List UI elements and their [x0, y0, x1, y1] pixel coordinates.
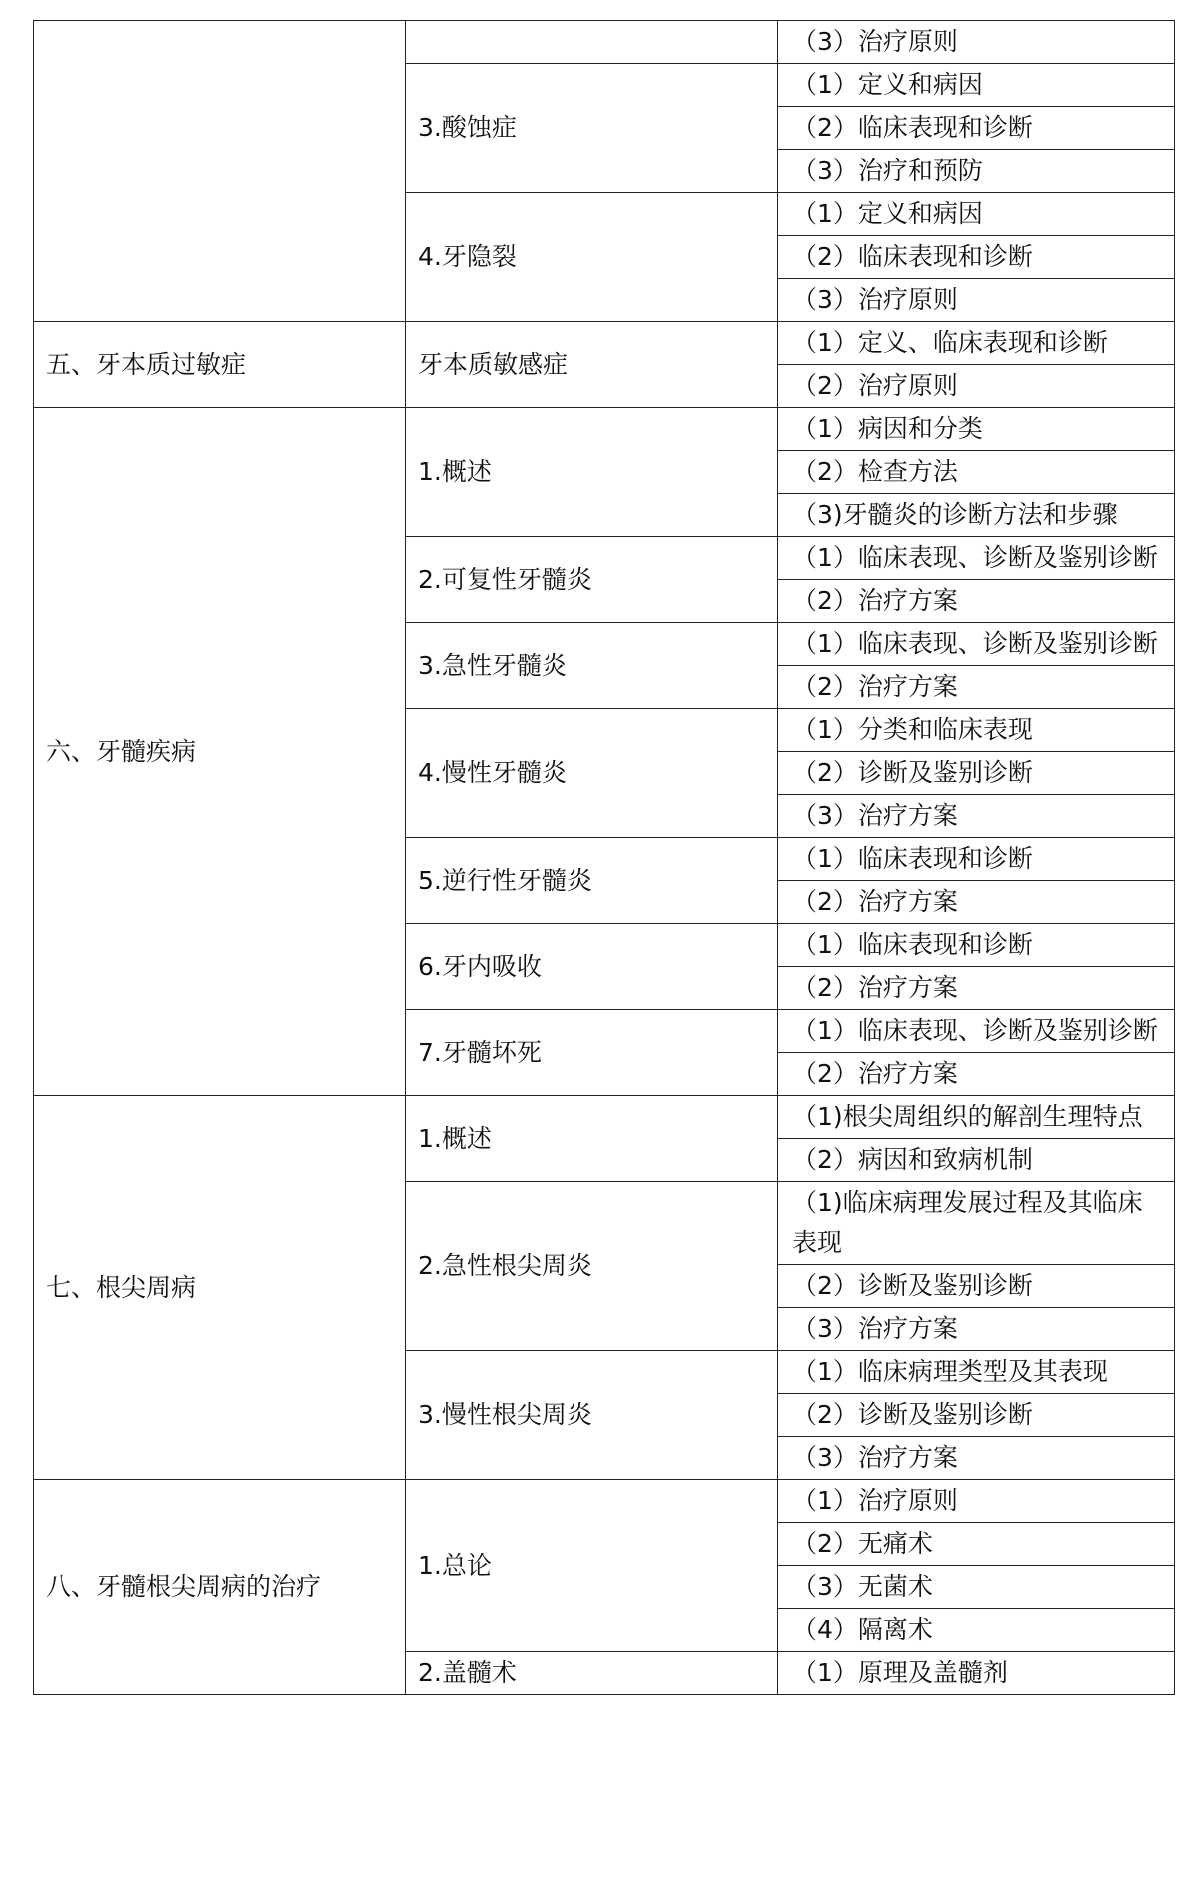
subtopic-cell: （2）治疗方案: [778, 881, 1175, 924]
subtopic-cell: （1）临床表现、诊断及鉴别诊断: [778, 537, 1175, 580]
subtopic-cell: （2）病因和致病机制: [778, 1139, 1175, 1182]
subtopic-cell: （2）治疗原则: [778, 365, 1175, 408]
chapter-cell: 七、根尖周病: [34, 1096, 406, 1480]
topic-cell: 3.慢性根尖周炎: [406, 1351, 778, 1480]
topic-cell: 6.牙内吸收: [406, 924, 778, 1010]
subtopic-cell: （3）治疗方案: [778, 1437, 1175, 1480]
topic-cell: 1.概述: [406, 408, 778, 537]
subtopic-cell: （2）治疗方案: [778, 1053, 1175, 1096]
table-row: [34, 1480, 1175, 1523]
table-row: [34, 408, 1175, 451]
subtopic-cell: （1）治疗原则: [778, 1480, 1175, 1523]
chapter-cell: 五、牙本质过敏症: [34, 322, 406, 408]
subtopic-cell: （2）临床表现和诊断: [778, 107, 1175, 150]
subtopic-cell: （2）检查方法: [778, 451, 1175, 494]
topic-cell: 3.酸蚀症: [406, 64, 778, 193]
subtopic-cell: （3）无菌术: [778, 1566, 1175, 1609]
subtopic-cell: （3）治疗和预防: [778, 150, 1175, 193]
subtopic-cell: （3）治疗原则: [778, 21, 1175, 64]
syllabus-table-body: [34, 21, 1175, 1695]
subtopic-cell: （4）隔离术: [778, 1609, 1175, 1652]
subtopic-cell: （2）无痛术: [778, 1523, 1175, 1566]
subtopic-cell: （1)临床病理发展过程及其临床表现: [778, 1182, 1175, 1265]
subtopic-cell: （1）分类和临床表现: [778, 709, 1175, 752]
subtopic-cell: （3）治疗原则: [778, 279, 1175, 322]
topic-cell: 2.急性根尖周炎: [406, 1182, 778, 1351]
topic-cell: 1.概述: [406, 1096, 778, 1182]
subtopic-cell: （3)牙髓炎的诊断方法和步骤: [778, 494, 1175, 537]
subtopic-cell: （1）临床表现和诊断: [778, 924, 1175, 967]
subtopic-cell: （1）临床表现、诊断及鉴别诊断: [778, 1010, 1175, 1053]
syllabus-table: [33, 20, 1175, 1695]
subtopic-cell: （1）病因和分类: [778, 408, 1175, 451]
table-row: [34, 1096, 1175, 1139]
topic-cell: 3.急性牙髓炎: [406, 623, 778, 709]
topic-cell: 5.逆行性牙髓炎: [406, 838, 778, 924]
subtopic-cell: （1）定义和病因: [778, 193, 1175, 236]
subtopic-cell: （2）临床表现和诊断: [778, 236, 1175, 279]
subtopic-cell: （2）诊断及鉴别诊断: [778, 1265, 1175, 1308]
subtopic-cell: （1)根尖周组织的解剖生理特点: [778, 1096, 1175, 1139]
subtopic-cell: （1）定义和病因: [778, 64, 1175, 107]
subtopic-cell: （2）诊断及鉴别诊断: [778, 752, 1175, 795]
subtopic-cell: （1）原理及盖髓剂: [778, 1652, 1175, 1695]
topic-cell: 4.慢性牙髓炎: [406, 709, 778, 838]
subtopic-cell: （1）定义、临床表现和诊断: [778, 322, 1175, 365]
chapter-cell: 六、牙髓疾病: [34, 408, 406, 1096]
subtopic-cell: （2）治疗方案: [778, 967, 1175, 1010]
table-row: [34, 322, 1175, 365]
subtopic-cell: （3）治疗方案: [778, 795, 1175, 838]
subtopic-cell: （2）诊断及鉴别诊断: [778, 1394, 1175, 1437]
subtopic-cell: （2）治疗方案: [778, 580, 1175, 623]
topic-cell: 2.可复性牙髓炎: [406, 537, 778, 623]
chapter-cell: 八、牙髓根尖周病的治疗: [34, 1480, 406, 1695]
topic-cell: [406, 21, 778, 64]
subtopic-cell: （1）临床病理类型及其表现: [778, 1351, 1175, 1394]
subtopic-cell: （2）治疗方案: [778, 666, 1175, 709]
topic-cell: 4.牙隐裂: [406, 193, 778, 322]
subtopic-cell: （3）治疗方案: [778, 1308, 1175, 1351]
topic-cell: 7.牙髓坏死: [406, 1010, 778, 1096]
chapter-cell: [34, 21, 406, 322]
subtopic-cell: （1）临床表现和诊断: [778, 838, 1175, 881]
topic-cell: 1.总论: [406, 1480, 778, 1652]
topic-cell: 2.盖髓术: [406, 1652, 778, 1695]
topic-cell: 牙本质敏感症: [406, 322, 778, 408]
subtopic-cell: （1）临床表现、诊断及鉴别诊断: [778, 623, 1175, 666]
table-row: [34, 21, 1175, 64]
